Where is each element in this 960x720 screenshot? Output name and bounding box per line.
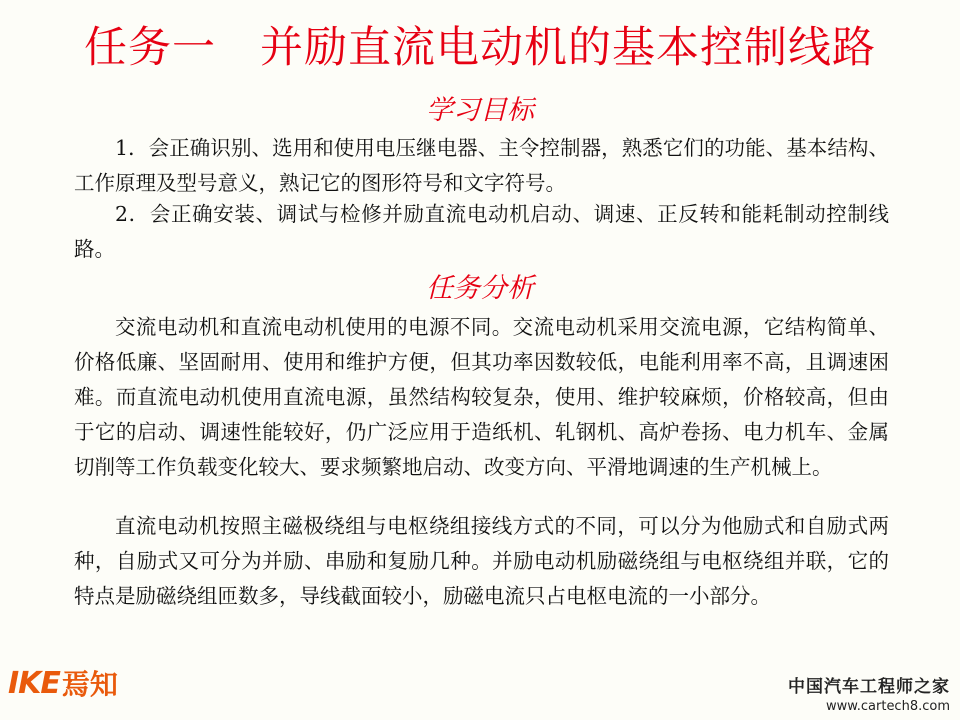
paragraph-analysis-1: 交流电动机和直流电动机使用的电源不同。交流电动机采用交流电源，它结构简单、价格低廉、坚固耐用、使用和维护方便，但其功率因数较低，电能利用率不高，且调速困难。而直流电动机使用直流电源，虽然结构较复杂，使用、维护较麻烦，价格较高，但由于它的启动、调速性能较好，仍广泛应用于造纸机、轧钢机、高炉卷扬、电力机车、金属切削等工作负载变化较大、要求频繁地启动、改变方向、平滑地调速的生产机械上。	[74, 315, 889, 479]
logo-latin-text: IKE	[8, 665, 60, 701]
logo-cn-text: 焉知	[61, 668, 118, 701]
watermark-url: www.cartech8.com	[826, 699, 950, 714]
paragraph-goal-1: 1．会正确识别、选用和使用电压继电器、主令控制器，熟悉它们的功能、基本结构、工作原理及型号意义，熟记它的图形符号和文字符号。	[74, 136, 889, 195]
slide-title: 任务一 并励直流电动机的基本控制线路	[84, 23, 876, 73]
ike-logo	[8, 666, 118, 700]
watermark-cn: 中国汽车工程师之家	[788, 677, 950, 697]
paragraph-analysis-2: 直流电动机按照主磁极绕组与电枢绕组接线方式的不同，可以分为他励式和自励式两种，自励式又可分为并励、串励和复励几种。并励电动机励磁绕组与电枢绕组并联，它的特点是励磁绕组匝数多，导线截面较小，励磁电流只占电枢电流的一小部分。	[74, 514, 889, 608]
section-heading-learning-goals: 学习目标	[426, 95, 534, 126]
watermark	[788, 672, 950, 714]
paragraph-goal-2: 2．会正确安装、调试与检修并励直流电动机启动、调速、正反转和能耗制动控制线路。	[74, 202, 889, 261]
section-heading-task-analysis: 任务分析	[426, 273, 534, 304]
